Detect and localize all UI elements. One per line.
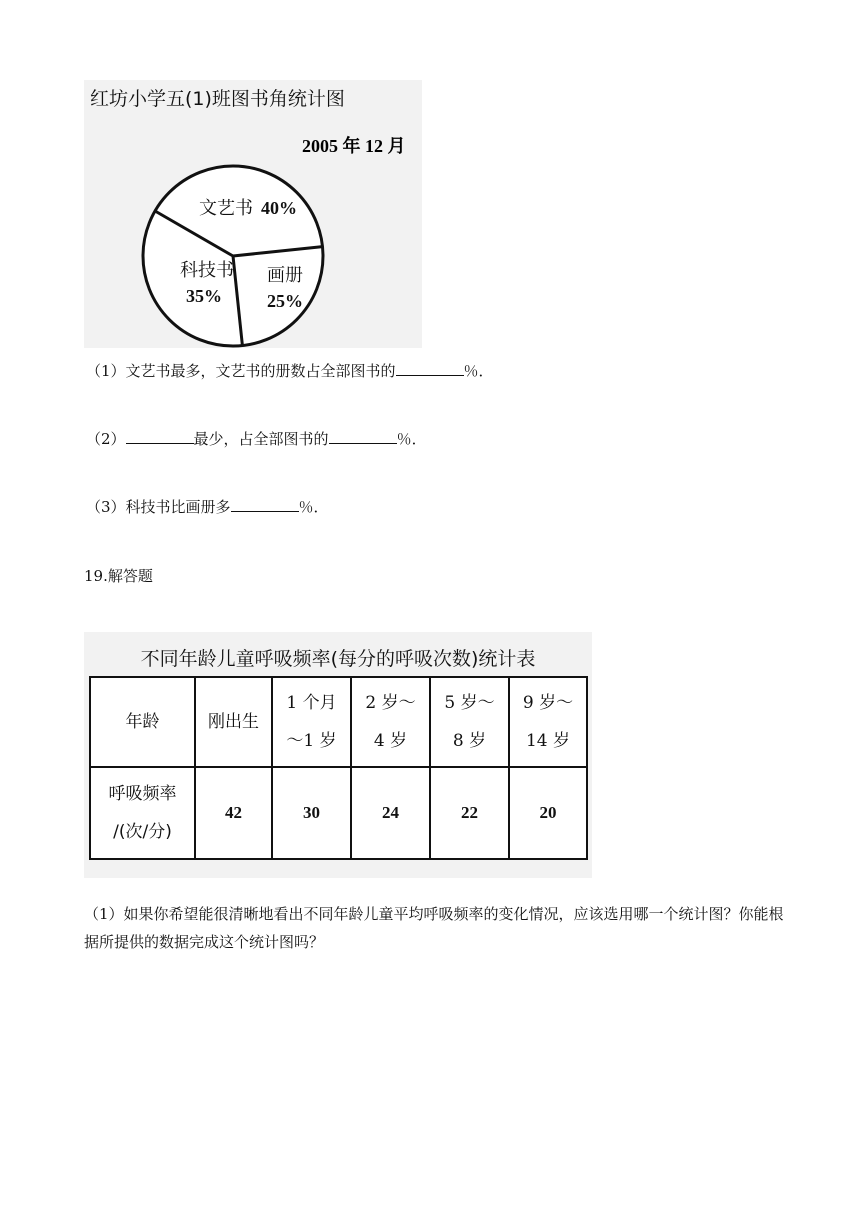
question-1-text: （1）文艺书最多，文艺书的册数占全部图书的 (86, 362, 396, 380)
age-cell-line: 9 岁～ (522, 693, 574, 713)
age-cell-line: ～1 岁 (286, 731, 337, 751)
age-cell-line: 1 个月 (286, 693, 337, 713)
age-cell (430, 677, 509, 767)
age-cell-newborn (195, 677, 272, 767)
rate-header-line: 呼吸频率 (108, 784, 177, 804)
breathing-table-figure (84, 632, 592, 878)
rate-cell: 42 (195, 767, 272, 859)
age-cell-line: 2 岁～ (365, 693, 416, 713)
answer-blank-1[interactable] (396, 361, 464, 376)
pie-slice-label: 科技书 (180, 260, 234, 281)
table-title: 不同年龄儿童呼吸频率(每分的呼吸次数)统计表 (140, 648, 536, 670)
pie-chart-date: 2005 年 12 月 (302, 136, 406, 156)
question-3-suffix: ％． (298, 498, 329, 516)
question-2-suffix: ％． (396, 430, 427, 448)
pie-slice-value: 35% (186, 286, 222, 306)
pie-slice-label: 画册 (267, 265, 303, 286)
age-cell-line: 8 岁 (452, 731, 487, 751)
answer-blank-3[interactable] (231, 497, 299, 512)
table-row (90, 767, 587, 859)
question-2-text: 最少，占全部图书的 (193, 430, 329, 448)
table-row (90, 677, 587, 767)
pie-chart-figure (84, 80, 422, 348)
question-2-prefix: （2） (86, 430, 126, 448)
answer-blank-2b[interactable] (329, 429, 397, 444)
age-header-cell: 年龄 (90, 677, 195, 767)
rate-header-line: /(次/分) (113, 822, 172, 842)
final-question: （1）如果你希望能很清晰地看出不同年龄儿童平均呼吸频率的变化情况，应该选用哪一个统计图？你能根据所提供的数据完成这个统计图吗？ (84, 905, 784, 951)
pie-slice-value: 40% (261, 198, 297, 218)
question-1-suffix: ％． (463, 362, 494, 380)
breathing-rate-table (89, 676, 588, 860)
age-cell-line: 14 岁 (525, 731, 571, 751)
pie-slice-value: 25% (267, 291, 303, 311)
age-cell (351, 677, 430, 767)
rate-cell: 20 (509, 767, 587, 859)
section-title: 19.解答题 (84, 567, 153, 585)
pie-chart-title: 红坊小学五(1)班图书角统计图 (90, 88, 345, 110)
question-2 (86, 428, 427, 449)
rate-cell: 24 (351, 767, 430, 859)
age-cell (509, 677, 587, 767)
rate-cell: 22 (430, 767, 509, 859)
pie-slice-label: 文艺书 (199, 198, 253, 219)
question-3 (86, 496, 329, 517)
age-cell-line: 刚出生 (208, 712, 259, 732)
age-cell (272, 677, 351, 767)
rate-header-cell (90, 767, 195, 859)
pie-chart (84, 80, 422, 348)
answer-blank-2a[interactable] (126, 429, 194, 444)
rate-cell: 30 (272, 767, 351, 859)
age-cell-line: 5 岁～ (444, 693, 495, 713)
question-3-text: （3）科技书比画册多 (86, 498, 231, 516)
question-1 (86, 360, 494, 381)
age-cell-line: 4 岁 (373, 731, 408, 751)
